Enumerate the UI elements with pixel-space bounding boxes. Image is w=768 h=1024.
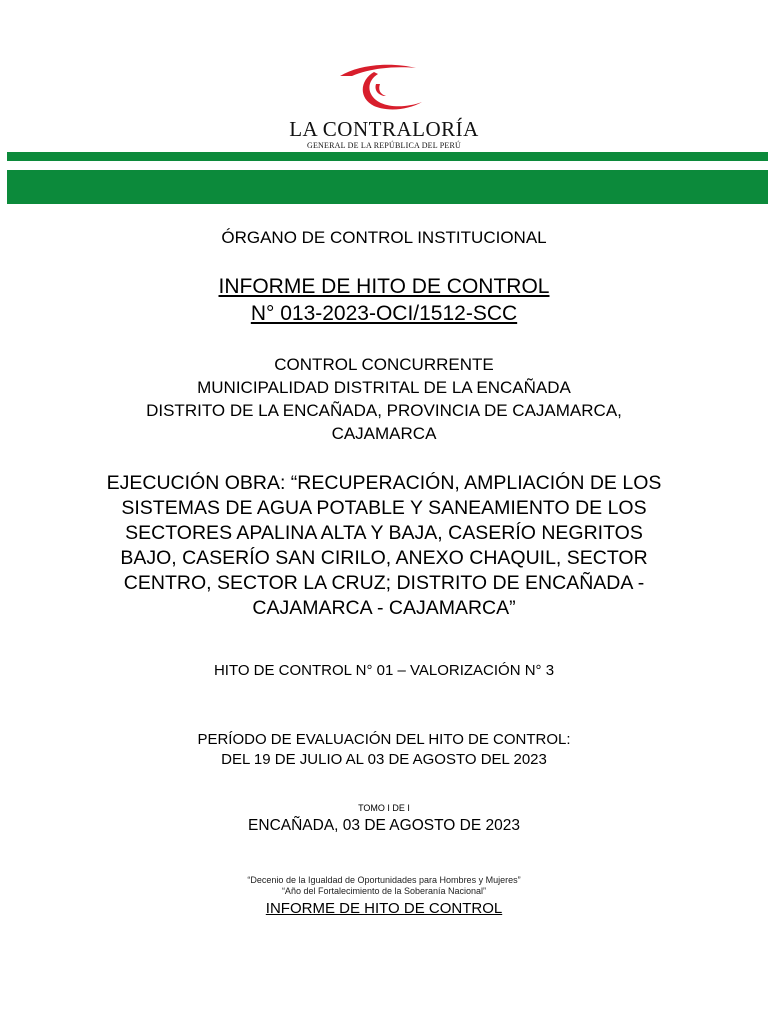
anio-motto: “Año del Fortalecimiento de la Soberanía Nacional” [281, 886, 487, 896]
document-header [0, 0, 768, 210]
header-thin-green-bar [7, 152, 768, 161]
header-thick-green-bar [7, 170, 768, 204]
ejecucion-line: BAJO, CASERÍO SAN CIRILO, ANEXO CHAQUIL, SECTOR [120, 547, 648, 569]
hito-heading: HITO DE CONTROL N° 01 – VALORIZACIÓN N° 3 [213, 662, 555, 679]
ejecucion-line: SISTEMAS DE AGUA POTABLE Y SANEAMIENTO DE LOS [121, 497, 647, 519]
report-title-number: N° 013-2023-OCI/1512-SCC [250, 302, 518, 325]
decenio-motto: “Decenio de la Igualdad de Oportunidades para Hombres y Mujeres” [247, 875, 521, 885]
footer-report-label: INFORME DE HITO DE CONTROL [265, 900, 503, 917]
control-type-line: CONTROL CONCURRENTE [274, 355, 494, 374]
periodo-dates: DEL 19 DE JULIO AL 03 DE AGOSTO DEL 2023 [221, 751, 547, 768]
contraloria-swoosh-logo [330, 62, 430, 114]
ejecucion-line: CAJAMARCA - CAJAMARCA” [252, 597, 516, 619]
entity-line: MUNICIPALIDAD DISTRITAL DE LA ENCAÑADA [197, 378, 571, 397]
ejecucion-line: EJECUCIÓN OBRA: “RECUPERACIÓN, AMPLIACIÓN DE LOS [106, 472, 662, 494]
tomo-label: TOMO I DE I [358, 803, 410, 813]
brand-name: LA CONTRALORÍA [289, 117, 479, 141]
report-title-line1: INFORME DE HITO DE CONTROL [218, 275, 550, 298]
organo-heading: ÓRGANO DE CONTROL INSTITUCIONAL [221, 228, 547, 247]
location-line: DISTRITO DE LA ENCAÑADA, PROVINCIA DE CAJAMARCA, [146, 401, 622, 420]
ejecucion-line: CENTRO, SECTOR LA CRUZ; DISTRITO DE ENCAÑADA - [123, 572, 645, 594]
location-line-2: CAJAMARCA [331, 424, 437, 443]
brand-subtitle: GENERAL DE LA REPÚBLICA DEL PERÚ [306, 141, 462, 150]
place-date: ENCAÑADA, 03 DE AGOSTO DE 2023 [248, 817, 520, 834]
periodo-heading: PERÍODO DE EVALUACIÓN DEL HITO DE CONTROL: [197, 731, 571, 748]
ejecucion-line: SECTORES APALINA ALTA Y BAJA, CASERÍO NEGRITOS [125, 522, 643, 544]
